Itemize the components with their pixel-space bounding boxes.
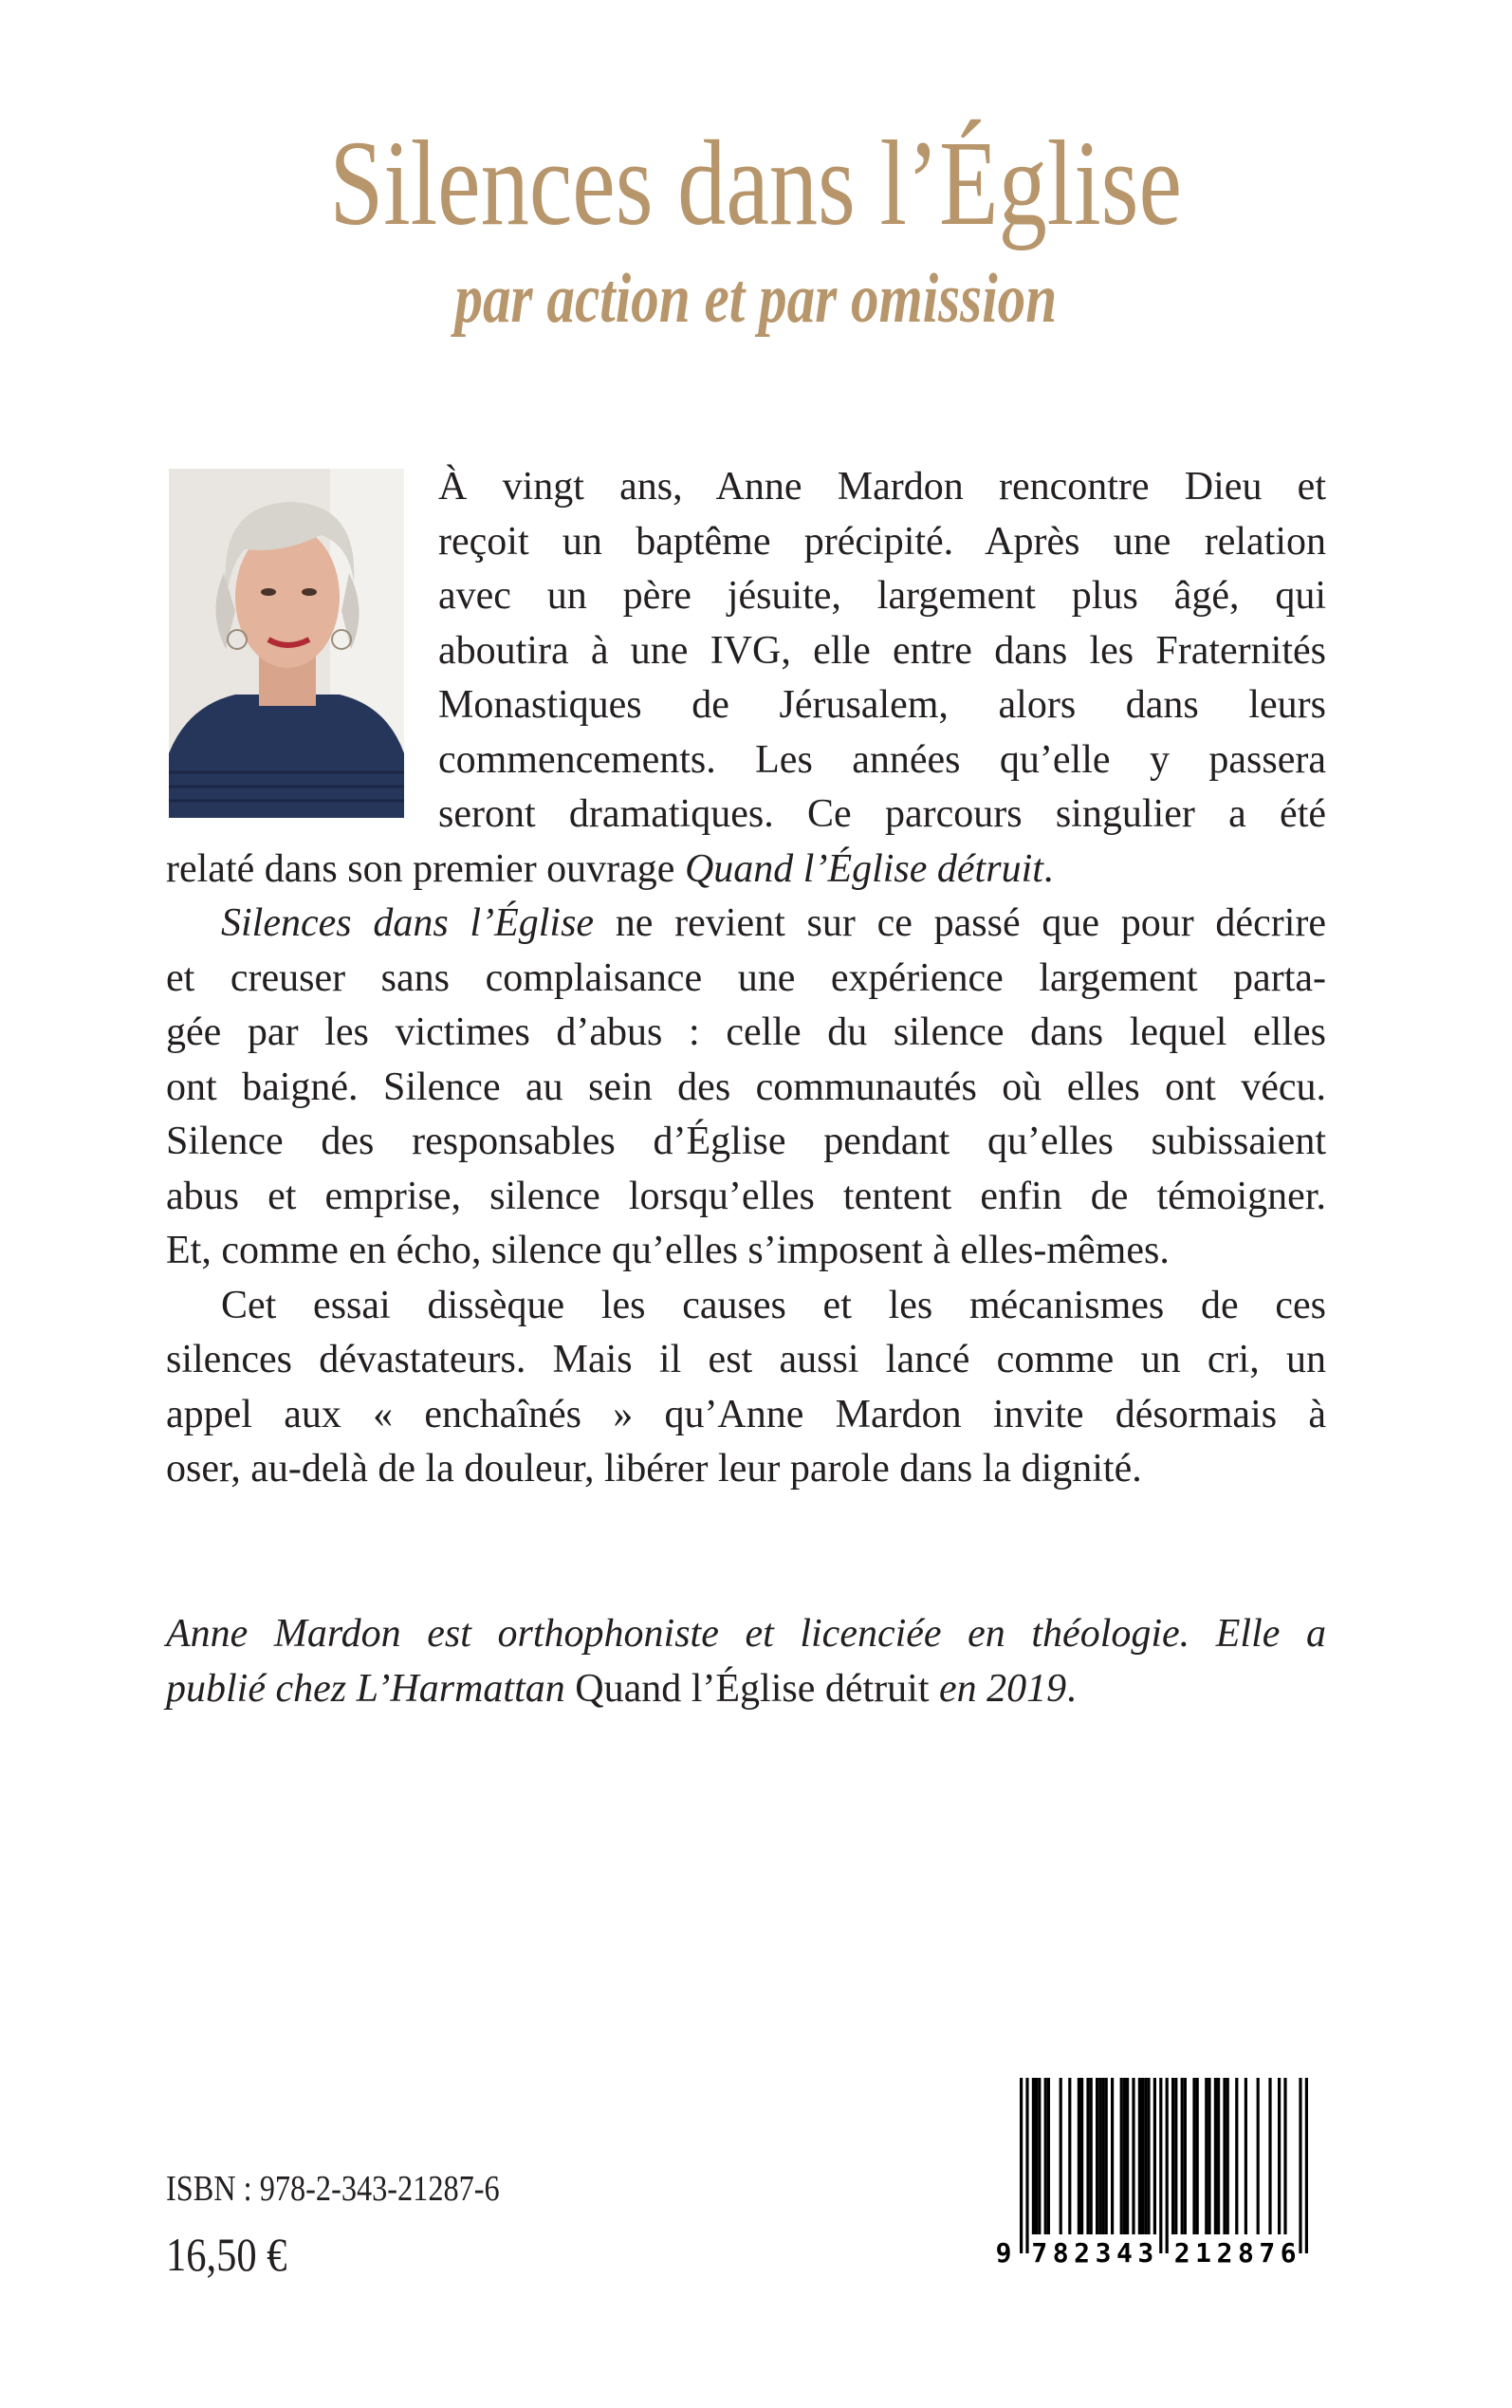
barcode-digit: 3 (1095, 2237, 1112, 2268)
text-line (166, 1060, 1326, 1115)
text-line (166, 1005, 1326, 1060)
book-subtitle (0, 256, 1512, 342)
barcode-bar (1174, 2078, 1177, 2234)
book-subtitle-text: par action et par omission (454, 260, 1058, 338)
author-photo (169, 469, 404, 818)
barcode-digit: 7 (1259, 2237, 1276, 2268)
barcode-bar (1141, 2078, 1144, 2234)
barcode-bar (1268, 2078, 1271, 2234)
text-line (438, 732, 1326, 787)
barcode-digit: 4 (1116, 2237, 1133, 2268)
text: À vingt ans, Anne Mardon rencontre Dieu et (438, 465, 1326, 509)
barcode-bar (1060, 2078, 1062, 2234)
text: ont baigné. Silence au sein des communautés où elles ont vécu. (166, 1065, 1326, 1109)
barcode-bar (1123, 2078, 1126, 2234)
barcode-bar (1111, 2078, 1114, 2234)
barcode-bar (1080, 2078, 1083, 2234)
barcode-bar (1299, 2078, 1301, 2253)
barcode-bar (1192, 2078, 1195, 2234)
italic-text: Anne Mardon est orthophoniste et licenciée en théologie. Elle a (166, 1612, 1326, 1656)
barcode-digit: 2 (1074, 2237, 1091, 2268)
barcode-bar (1196, 2078, 1199, 2234)
text-line (438, 459, 1326, 514)
barcode-bar (1147, 2078, 1150, 2234)
barcode-bar (1090, 2078, 1093, 2234)
barcode-bar (1184, 2078, 1187, 2234)
price-text: 16,50 € (166, 2228, 287, 2281)
barcode-bar (1105, 2078, 1108, 2234)
barcode-bar (1226, 2078, 1229, 2234)
barcode-bar (1217, 2078, 1220, 2234)
text-line (166, 1223, 1326, 1278)
barcode-bar (1278, 2078, 1281, 2234)
barcode-digit: 7 (1031, 2237, 1048, 2268)
barcode-bar (1126, 2078, 1129, 2234)
text: seront dramatiques. Ce parcours singulier a été (438, 792, 1326, 836)
text: . (1066, 1666, 1077, 1711)
barcode-digit: 2 (1216, 2237, 1233, 2268)
barcode-bar (1171, 2078, 1174, 2234)
barcode-bar (1205, 2078, 1208, 2234)
price (166, 2226, 308, 2283)
barcode-bar (1096, 2078, 1098, 2234)
barcode-bar (1098, 2078, 1101, 2234)
text: appel aux « enchaînés » qu’Anne Mardon invite désormais à (166, 1392, 1326, 1436)
text-line (438, 623, 1326, 678)
text: reçoit un baptême précipité. Après une relation (438, 519, 1326, 564)
text-line (166, 1332, 1326, 1387)
text: Et, comme en écho, silence qu’elles s’imposent à elles-mêmes. (166, 1229, 1170, 1272)
barcode-bar (1044, 2078, 1047, 2234)
italic-text: publié chez L’Harmattan (166, 1666, 576, 1711)
text-line (221, 1278, 1326, 1333)
barcode-bar (1235, 2078, 1238, 2234)
barcode-bar (1153, 2078, 1156, 2234)
barcode-digit: 3 (1137, 2237, 1154, 2268)
text: Monastiques de Jérusalem, alors dans leurs (438, 683, 1326, 727)
text-line (438, 514, 1326, 569)
book-title (0, 112, 1512, 254)
barcode-bar (1138, 2078, 1141, 2234)
italic-text: Quand l’Église détruit (684, 846, 1043, 891)
isbn-text: ISBN : 978-2-343-21287-6 (166, 2169, 500, 2209)
text-line (166, 1606, 1326, 1661)
isbn (166, 2165, 559, 2213)
barcode-bar (1144, 2078, 1147, 2234)
barcode-bar (1020, 2078, 1023, 2253)
barcode-bar (1032, 2078, 1035, 2234)
barcode-digit: 9 (995, 2237, 1012, 2268)
barcode-digit: 8 (1237, 2237, 1254, 2268)
text: ne revient sur ce passé que pour décrire (594, 901, 1326, 945)
text: aboutira à une IVG, elle entre dans les Fraternités (438, 628, 1326, 673)
text-line (166, 1114, 1326, 1169)
barcode-bar (1283, 2078, 1286, 2234)
text-line (166, 1441, 1326, 1496)
text: commencements. Les années qu’elle y passera (438, 737, 1326, 782)
text-line (438, 677, 1326, 732)
barcode-bar (1078, 2078, 1080, 2234)
text-line (221, 896, 1326, 951)
barcode-digit: 2 (1173, 2237, 1190, 2268)
book-title-text: Silences dans l’Église (329, 116, 1183, 250)
barcode-bar (1305, 2078, 1308, 2253)
barcode-bar (1120, 2078, 1123, 2234)
text-line (438, 568, 1326, 623)
text: . (1042, 846, 1054, 891)
barcode-bar (1159, 2078, 1162, 2253)
text-line (166, 1387, 1326, 1442)
text: Cet essai dissèque les causes et les mécanismes de ces (221, 1283, 1326, 1327)
barcode-bar (1208, 2078, 1210, 2234)
barcode-bar (1086, 2078, 1089, 2234)
barcode-bar (1038, 2078, 1041, 2234)
text: relaté dans son premier ouvrage (166, 846, 685, 891)
barcode-digit: 1 (1195, 2237, 1212, 2268)
barcode-bar (1166, 2078, 1169, 2253)
barcode-bar (1132, 2078, 1134, 2234)
isbn-barcode (986, 2078, 1337, 2268)
italic-text: Silences dans l’Église (221, 901, 595, 945)
barcode-bar (1035, 2078, 1038, 2234)
text: abus et emprise, silence lorsqu’elles tentent enfin de témoigner. (166, 1174, 1326, 1218)
barcode-bar (1025, 2078, 1028, 2253)
text: Quand l’Église détruit (575, 1666, 930, 1711)
text: et creuser sans complaisance une expérience largement parta- (166, 955, 1326, 1000)
text-line (166, 842, 1326, 897)
barcode-bar (1068, 2078, 1071, 2234)
barcode-bar (1181, 2078, 1184, 2234)
barcode-bar (1214, 2078, 1217, 2234)
text-line (438, 787, 1326, 842)
barcode-bar (1257, 2078, 1260, 2234)
text: Silence des responsables d’Église pendant qu’elles subissaient (166, 1120, 1326, 1163)
barcode-bar (1047, 2078, 1050, 2234)
text-line (166, 951, 1326, 1006)
text-line (166, 1661, 1326, 1716)
barcode-digit: 6 (1280, 2237, 1297, 2268)
barcode-bar (1245, 2078, 1247, 2234)
text: silences dévastateurs. Mais il est aussi lancé comme un cri, un (166, 1338, 1326, 1381)
text: oser, au-delà de la douleur, libérer leur parole dans la dignité. (166, 1447, 1142, 1491)
text-line (166, 1169, 1326, 1224)
barcode-bar (1223, 2078, 1226, 2234)
text: gée par les victimes d’abus : celle du silence dans lequel elles (166, 1010, 1326, 1054)
barcode-digit: 8 (1052, 2237, 1069, 2268)
barcode-bar (1101, 2078, 1104, 2234)
italic-text: en 2019 (929, 1666, 1067, 1711)
text: avec un père jésuite, largement plus âgé, qui (438, 574, 1326, 618)
